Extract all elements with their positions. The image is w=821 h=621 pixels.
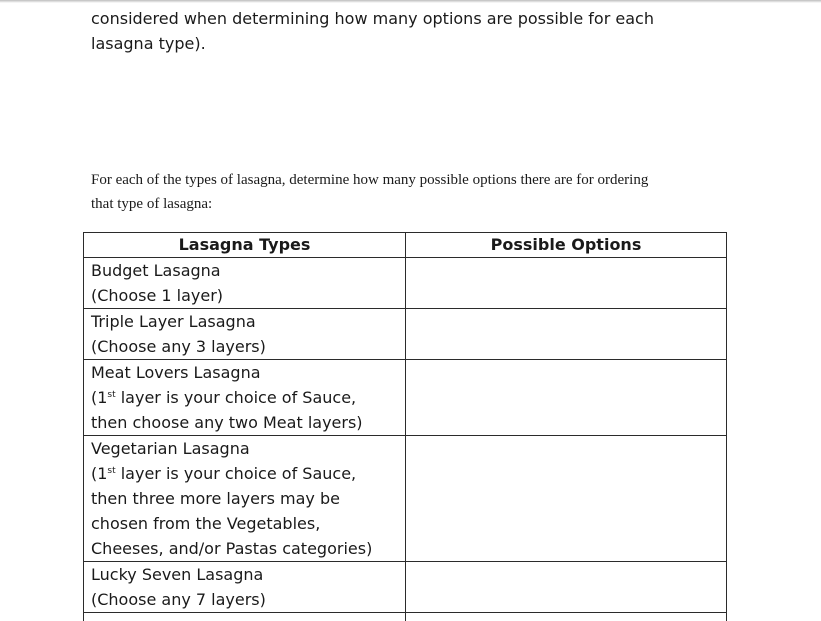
page-edge-shadow <box>0 0 821 3</box>
paragraph-line: considered when determining how many options are possible for each <box>91 9 654 28</box>
lasagna-name: Budget Lasagna <box>91 261 221 280</box>
ordinal-suffix: st <box>107 466 116 476</box>
lasagna-detail: (Choose any 3 layers) <box>91 337 266 356</box>
table-row <box>84 360 727 436</box>
continued-paragraph <box>91 6 731 56</box>
lasagna-name: Meat Lovers Lasagna <box>91 363 261 382</box>
table-row <box>84 562 727 613</box>
lasagna-detail <box>91 385 398 410</box>
table-row <box>84 258 727 309</box>
header-possible-options: Possible Options <box>406 233 727 258</box>
lasagna-detail: (Choose any 7 layers) <box>91 590 266 609</box>
paragraph-line: lasagna type). <box>91 34 206 53</box>
detail-text: (1 <box>91 464 108 483</box>
lasagna-name: Triple Layer Lasagna <box>91 312 256 331</box>
possible-options-cell[interactable] <box>406 613 727 621</box>
table-row <box>84 309 727 360</box>
header-lasagna-types: Lasagna Types <box>84 233 406 258</box>
table-header-row <box>84 233 727 258</box>
possible-options-cell[interactable] <box>406 360 727 436</box>
lasagna-type-cell <box>84 562 406 613</box>
lasagna-detail: (Choose 1 layer) <box>91 286 224 305</box>
instructions-line: that type of lasagna: <box>91 196 213 212</box>
lasagna-options-table <box>83 232 727 621</box>
lasagna-type-cell <box>84 613 406 621</box>
lasagna-detail: chosen from the Vegetables, <box>91 514 321 533</box>
lasagna-type-cell <box>84 360 406 436</box>
possible-options-cell[interactable] <box>406 562 727 613</box>
instructions-line: For each of the types of lasagna, determine how many possible options there are for ordering <box>91 172 649 188</box>
lasagna-type-cell <box>84 436 406 562</box>
lasagna-detail: then choose any two Meat layers) <box>91 413 363 432</box>
ordinal-suffix: st <box>107 390 116 400</box>
possible-options-cell[interactable] <box>406 436 727 562</box>
possible-options-cell[interactable] <box>406 258 727 309</box>
detail-text: layer is your choice of Sauce, <box>115 464 357 483</box>
lasagna-detail: Cheeses, and/or Pastas categories) <box>91 539 373 558</box>
possible-options-cell[interactable] <box>406 309 727 360</box>
lasagna-type-cell <box>84 258 406 309</box>
table-row <box>84 436 727 562</box>
lasagna-type-cell <box>84 309 406 360</box>
instructions-paragraph <box>91 168 731 216</box>
lasagna-name: Lucky Seven Lasagna <box>91 565 264 584</box>
lasagna-detail: then three more layers may be <box>91 489 340 508</box>
table-row-partial <box>84 613 727 621</box>
detail-text: (1 <box>91 388 108 407</box>
detail-text: layer is your choice of Sauce, <box>115 388 357 407</box>
lasagna-name: Vegetarian Lasagna <box>91 439 250 458</box>
lasagna-detail <box>91 461 398 486</box>
